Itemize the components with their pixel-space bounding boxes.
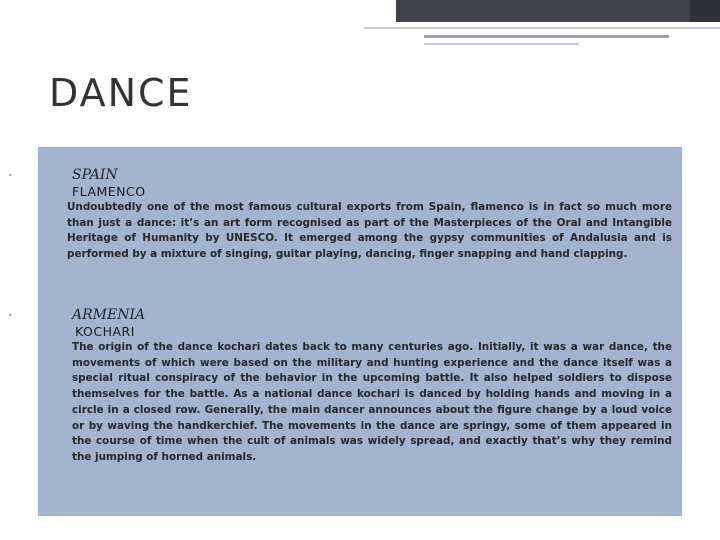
bullet-marker: •	[8, 311, 13, 320]
header-dark-band	[396, 0, 720, 22]
header-rule-3	[424, 43, 579, 45]
header-rule-1	[364, 27, 720, 29]
header-dark-band-end	[690, 0, 720, 22]
bullet-marker: •	[8, 171, 13, 180]
top-decoration-bar	[0, 0, 720, 22]
dance-description: Undoubtedly one of the most famous cultural exports from Spain, flamenco is in fact so much more than just a dance: it’s an art form recognised as part of the Masterpieces of the Oral and Intangible Heritage of Humanity by UNESCO. It emerged among the gypsy communities of Andalusia and is performed by a mixture of singing, guitar playing, dancing, finger snapping and hand clapping.	[67, 201, 672, 261]
section-armenia	[8, 307, 682, 466]
content-box	[8, 147, 682, 516]
slide-title: DANCE	[49, 71, 193, 115]
country-heading: SPAIN	[72, 167, 118, 183]
dance-description: The origin of the dance kochari dates back to many centuries ago. Initially, it was a war dance, the movements of which were based on the military and hunting experience and the dance itself was a special ritual conspiracy of the behavior in the upcoming battle. It also helped soldiers to dispose themselves for the battle. As a national dance kochari is danced by holding hands and moving in a circle in a closed row. Generally, the main dancer announces about the figure change by a loud voice or by waving the handkerchief. The movements in the dance are springy, some of them appeared in the course of time when the cult of animals was widely spread, and exactly that’s why they remind the jumping of horned animals.	[72, 341, 672, 463]
dance-name: FLAMENCO	[72, 184, 146, 199]
country-heading: ARMENIA	[72, 307, 146, 323]
header-rule-2	[424, 35, 669, 38]
section-spain	[8, 167, 682, 263]
dance-name: KOCHARI	[75, 324, 135, 339]
